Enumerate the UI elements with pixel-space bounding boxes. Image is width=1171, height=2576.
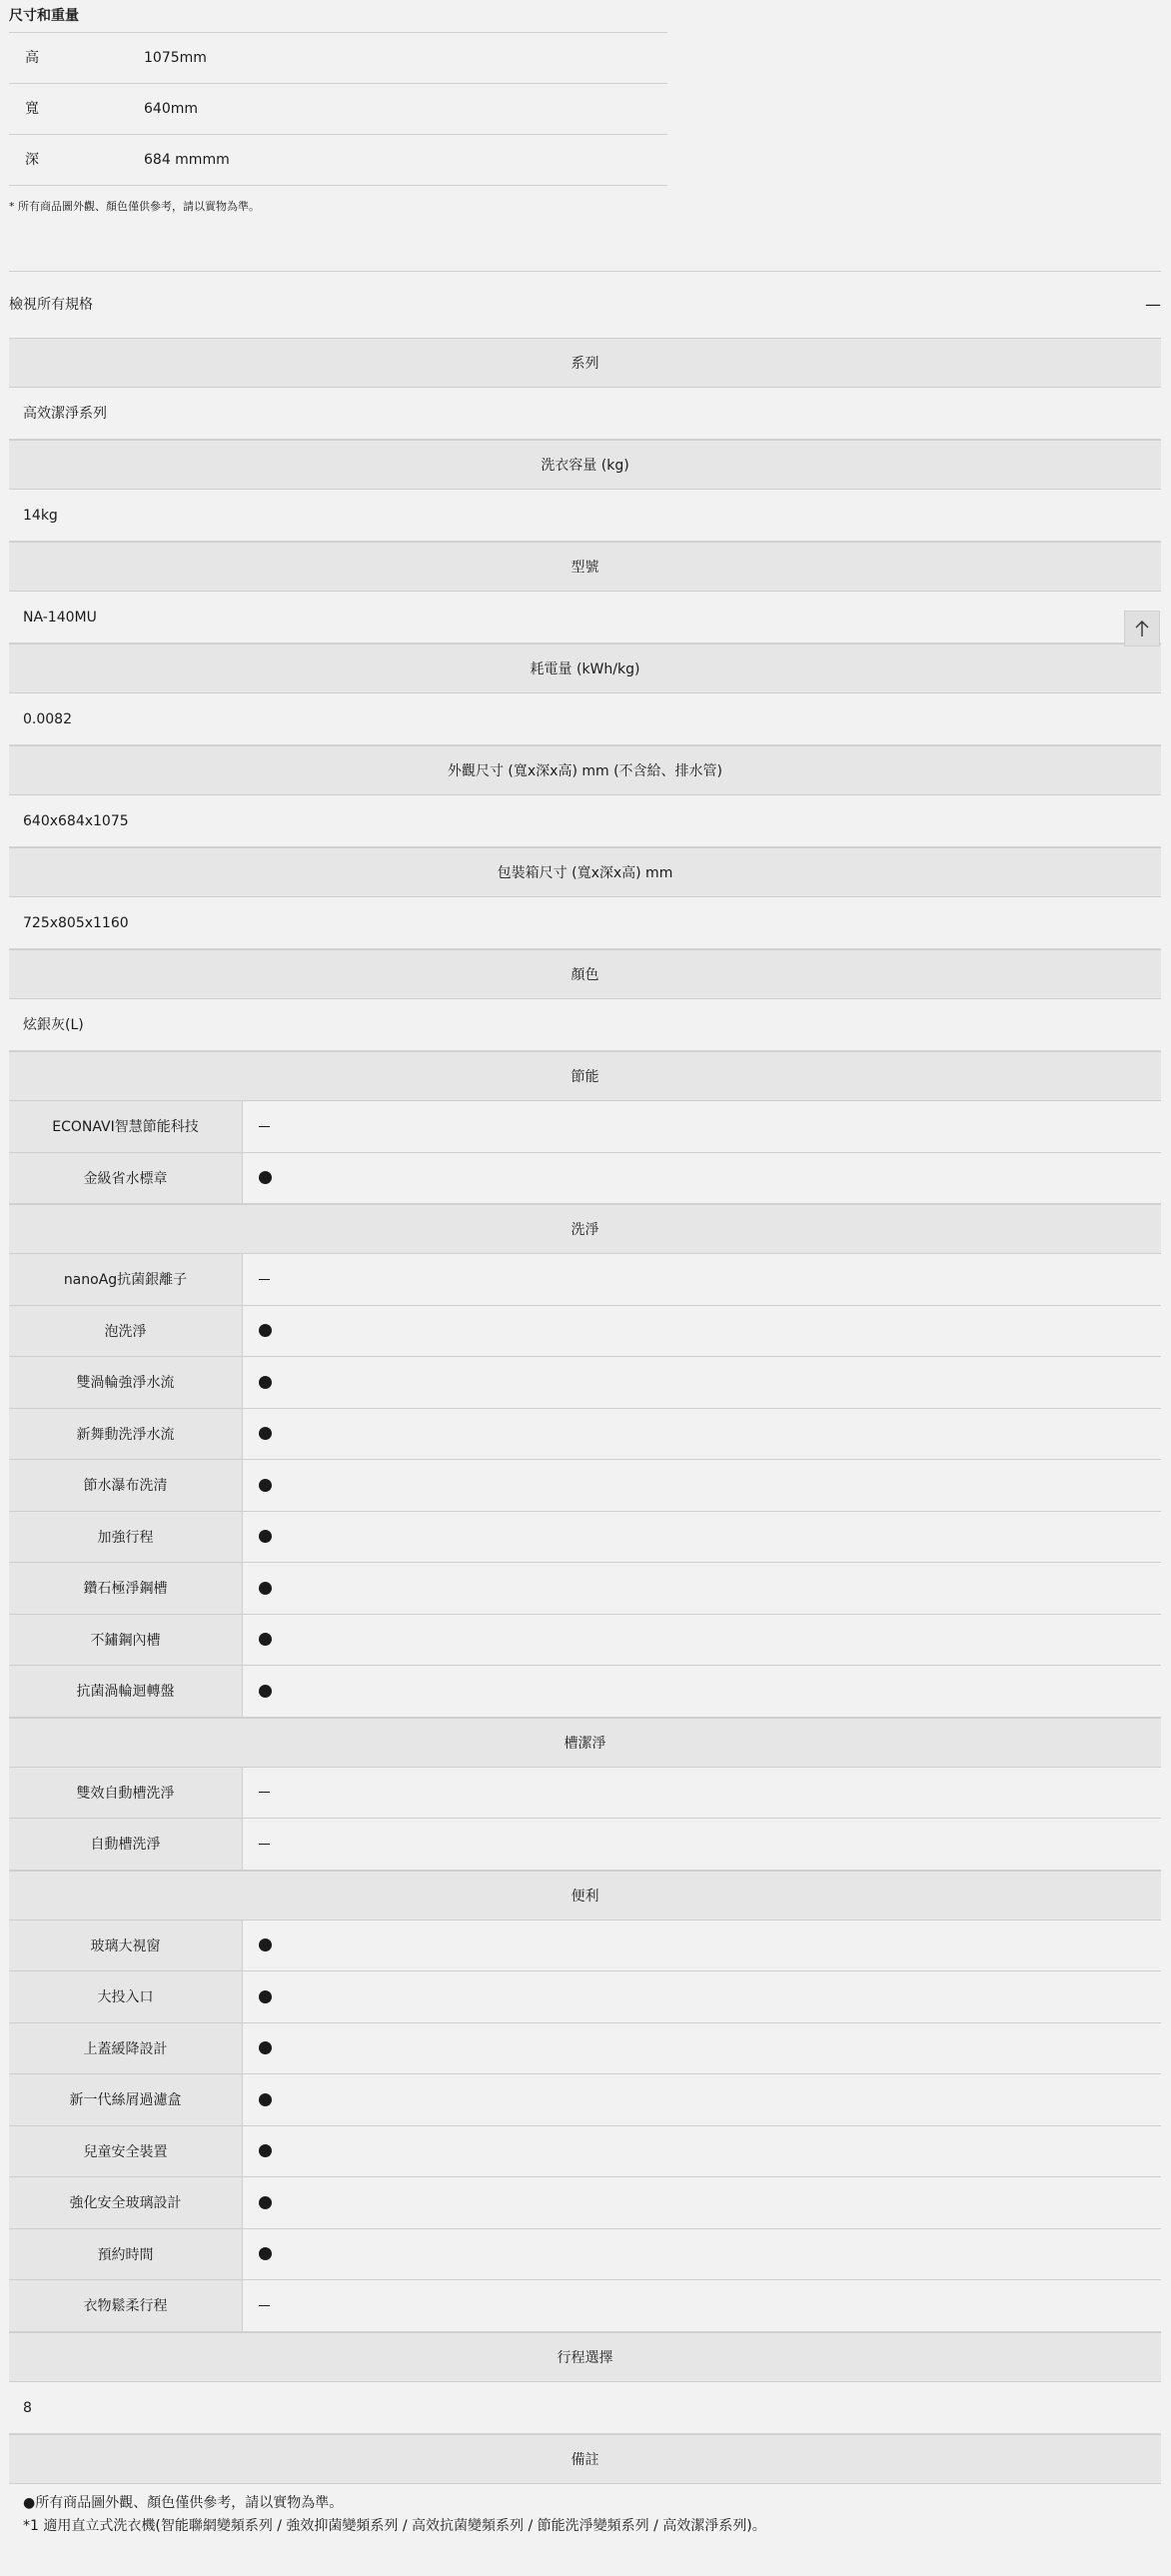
feature-row — [9, 1153, 1161, 1205]
dash-icon — [259, 1126, 270, 1127]
spec-header: 包裝箱尺寸 (寬x深x高) mm — [9, 847, 1161, 897]
feature-label: 抗菌渦輪迴轉盤 — [9, 1666, 243, 1717]
feature-label: 大投入口 — [9, 1971, 243, 2022]
filled-dot-icon — [259, 1633, 272, 1646]
feature-row — [9, 1254, 1161, 1306]
feature-value — [243, 2074, 1161, 2125]
feature-label: 鑽石極淨鋼槽 — [9, 1563, 243, 1614]
dimension-label: 寬 — [25, 101, 39, 117]
filled-dot-icon — [259, 1938, 272, 1951]
feature-row — [9, 1512, 1161, 1564]
spec-header: 耗電量 (kWh/kg) — [9, 644, 1161, 693]
feature-value — [243, 2229, 1161, 2280]
feature-row — [9, 1971, 1161, 2023]
feature-label: 自動槽洗淨 — [9, 1819, 243, 1870]
filled-dot-icon — [259, 1582, 272, 1595]
feature-row — [9, 2023, 1161, 2075]
spec-value: 高效潔淨系列 — [9, 388, 1161, 440]
feature-value — [243, 1768, 1161, 1819]
filled-dot-icon — [259, 1324, 272, 1337]
spec-value: NA-140MU — [9, 592, 1161, 644]
dimension-label: 深 — [25, 152, 39, 168]
feature-row — [9, 1666, 1161, 1718]
spec-header: 系列 — [9, 338, 1161, 388]
feature-value — [243, 2023, 1161, 2074]
filled-dot-icon — [259, 1530, 272, 1543]
filled-dot-icon — [259, 1427, 272, 1440]
feature-value — [243, 1921, 1161, 1971]
filled-dot-icon — [259, 1376, 272, 1389]
spec-value: 14kg — [9, 490, 1161, 542]
remark-line: ●所有商品圖外觀、顏色僅供參考，請以實物為準。 — [23, 2494, 344, 2511]
dash-icon — [259, 1279, 270, 1280]
feature-label: 加強行程 — [9, 1512, 243, 1563]
feature-label: 雙渦輪強淨水流 — [9, 1357, 243, 1408]
feature-row — [9, 2280, 1161, 2332]
feature-label: 預約時間 — [9, 2229, 243, 2280]
feature-row — [9, 1563, 1161, 1615]
feature-row — [9, 1409, 1161, 1461]
feature-row — [9, 2229, 1161, 2281]
feature-label: 金級省水標章 — [9, 1153, 243, 1204]
feature-value — [243, 2280, 1161, 2331]
feature-row — [9, 1768, 1161, 1820]
feature-label: 雙效自動槽洗淨 — [9, 1768, 243, 1819]
feature-row — [9, 1819, 1161, 1871]
spec-header: 洗衣容量 (kg) — [9, 440, 1161, 490]
filled-dot-icon — [259, 1990, 272, 2003]
filled-dot-icon — [259, 2144, 272, 2157]
arrow-up-icon — [1134, 620, 1150, 638]
spec-value: 725x805x1160 — [9, 897, 1161, 949]
dash-icon — [259, 2305, 270, 2306]
spec-section — [9, 271, 1161, 2538]
dimension-value: 684 mmmm — [144, 152, 230, 168]
feature-row — [9, 1460, 1161, 1512]
spec-header: 型號 — [9, 542, 1161, 592]
minus-icon[interactable]: — — [1145, 295, 1161, 314]
view-all-specs-label: 檢視所有規格 — [9, 297, 93, 313]
feature-row — [9, 2126, 1161, 2178]
feature-row — [9, 1921, 1161, 1972]
feature-value — [243, 1306, 1161, 1357]
feature-label: 強化安全玻璃設計 — [9, 2177, 243, 2228]
dimensions-section — [9, 0, 667, 214]
feature-label: 上蓋緩降設計 — [9, 2023, 243, 2074]
program-header: 行程選擇 — [9, 2332, 1161, 2382]
feature-value — [243, 1512, 1161, 1563]
feature-label: 衣物鬆柔行程 — [9, 2280, 243, 2331]
feature-value — [243, 1409, 1161, 1460]
feature-label: 泡洗淨 — [9, 1306, 243, 1357]
spec-value: 0.0082 — [9, 693, 1161, 745]
spec-header: 顏色 — [9, 949, 1161, 999]
filled-dot-icon — [259, 2041, 272, 2054]
feature-label: nanoAg抗菌銀離子 — [9, 1254, 243, 1305]
feature-value — [243, 2177, 1161, 2228]
spec-table — [9, 338, 1161, 2538]
filled-dot-icon — [259, 2093, 272, 2106]
feature-value — [243, 1254, 1161, 1305]
feature-value — [243, 1819, 1161, 1870]
spec-header: 外觀尺寸 (寬x深x高) mm (不含給、排水管) — [9, 745, 1161, 795]
feature-value — [243, 1153, 1161, 1204]
feature-row — [9, 1357, 1161, 1409]
spec-value: 炫銀灰(L) — [9, 999, 1161, 1051]
view-all-specs-toggle[interactable] — [9, 271, 1161, 338]
dimension-row-depth — [9, 135, 667, 186]
feature-label: ECONAVI智慧節能科技 — [9, 1101, 243, 1152]
feature-label: 節水瀑布洗清 — [9, 1460, 243, 1511]
dimensions-title: 尺寸和重量 — [9, 0, 667, 33]
feature-label: 兒童安全裝置 — [9, 2126, 243, 2177]
feature-value — [243, 1101, 1161, 1152]
remark-line: *1 適用直立式洗衣機(智能聯網變頻系列 / 強效抑菌變頻系列 / 高效抗菌變頻系列 / 節能洗淨變頻系列 / 高效潔淨系列)。 — [23, 2517, 766, 2534]
back-to-top-button[interactable] — [1124, 611, 1160, 646]
feature-value — [243, 2126, 1161, 2177]
dash-icon — [259, 1844, 270, 1845]
feature-label: 玻璃大視窗 — [9, 1921, 243, 1971]
feature-value — [243, 1666, 1161, 1717]
filled-dot-icon — [259, 1171, 272, 1184]
remarks-header: 備註 — [9, 2434, 1161, 2484]
dimension-row-height — [9, 33, 667, 84]
filled-dot-icon — [259, 1479, 272, 1492]
dimension-value: 1075mm — [144, 50, 207, 66]
feature-label: 不鏽鋼內槽 — [9, 1615, 243, 1666]
feature-value — [243, 1971, 1161, 2022]
filled-dot-icon — [259, 1685, 272, 1698]
feature-group-header: 便利 — [9, 1871, 1161, 1921]
filled-dot-icon — [259, 2247, 272, 2260]
feature-value — [243, 1460, 1161, 1511]
spec-value: 640x684x1075 — [9, 795, 1161, 847]
dash-icon — [259, 1792, 270, 1793]
filled-dot-icon — [259, 2196, 272, 2209]
feature-value — [243, 1357, 1161, 1408]
feature-group-header: 槽潔淨 — [9, 1718, 1161, 1768]
dimension-row-width — [9, 84, 667, 135]
feature-value — [243, 1563, 1161, 1614]
feature-row — [9, 1306, 1161, 1358]
feature-row — [9, 2177, 1161, 2229]
feature-group-header: 節能 — [9, 1051, 1161, 1101]
dimension-label: 高 — [25, 50, 39, 66]
remarks-body — [9, 2484, 1161, 2538]
program-value: 8 — [9, 2382, 1161, 2434]
feature-group-header: 洗淨 — [9, 1204, 1161, 1254]
feature-value — [243, 1615, 1161, 1666]
feature-row — [9, 2074, 1161, 2126]
feature-row — [9, 1615, 1161, 1667]
dimensions-note: * 所有商品圖外觀、顏色僅供參考，請以實物為準。 — [9, 200, 260, 213]
feature-label: 新舞動洗淨水流 — [9, 1409, 243, 1460]
feature-row — [9, 1101, 1161, 1153]
dimension-value: 640mm — [144, 101, 198, 117]
feature-label: 新一代絲屑過濾盒 — [9, 2074, 243, 2125]
